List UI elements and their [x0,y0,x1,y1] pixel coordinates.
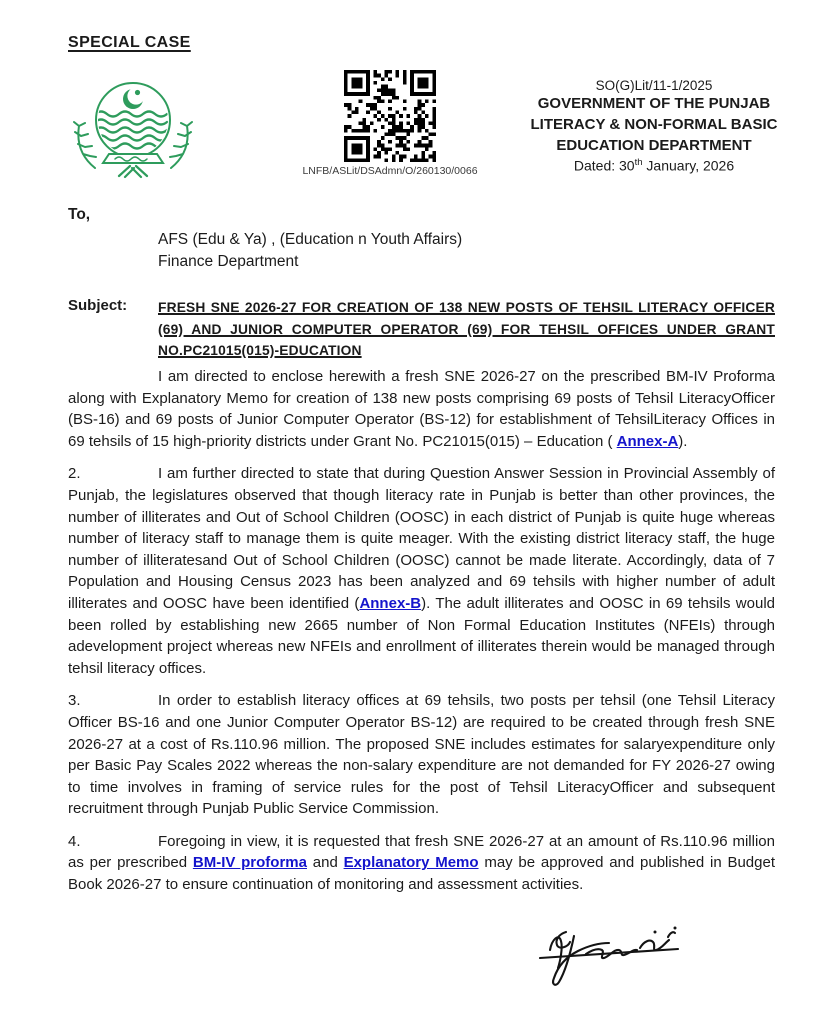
paragraph-1 [68,366,775,452]
body-text-run: ). [678,432,688,450]
paragraph-3 [68,690,775,820]
body-text-run: ). The adult illiterates and OOSC in 69 tehsils would been rolled by establishing new 2665 number of Non Formal Education Institutes (NFEIs) through adevelopment project whereas new NFEIs and enrollment of illiterates therein would be managed through tehsil literacy offices. [68,594,775,677]
department-name-line3: EDUCATION DEPARTMENT [556,137,752,154]
paragraph-2 [68,463,775,679]
annex-a-link[interactable]: Annex-A [616,432,679,450]
qr-block [298,70,482,177]
body-text-run: may be approved and published in Budget Book 2026-27 to ensure continuation of monitoring and assessment activities. [68,854,775,894]
recipient-label: To, [68,206,91,223]
qr-code-icon [344,70,436,162]
department-name-line1: GOVERNMENT OF THE PUNJAB [537,95,771,112]
subject-label: Subject: [68,297,128,314]
bm-iv-proforma-link[interactable]: BM-IV proforma [192,854,307,872]
paragraph-number: 2. [68,465,81,483]
date-line: Dated: 30th January, 2026 [573,157,735,174]
body-text-run: and [306,854,344,872]
letter-body [68,366,775,907]
paragraph-number: 4. [68,832,81,850]
punjab-crest-icon [68,74,198,186]
recipient-line: AFS (Edu & Ya) , (Education n Youth Affairs) [158,231,463,248]
subject-block [68,297,775,362]
body-text-run: I am directed to enclose herewith a fresh SNE 2026-27 on the prescribed BM-IV Proforma along with Explanatory Memo for creation of 138 new posts comprising 69 posts of Tehsil LiteracyOfficer (BS-16) and 69 posts of Junior Computer Operator (BS-12) for establishment of TehsilLiteracy Offices in 69 tehsils of 15 high-priority districts under Grant No. PC21015(015) – Education ( [68,368,775,450]
handwritten-signature-icon [528,918,698,1003]
signature [528,918,698,1008]
body-text-run: Foregoing in view, it is requested that fresh SNE 2026-27 at an amount of Rs.110.96 million as per prescribed [68,832,775,872]
body-text-run: I am further directed to state that during Question Answer Session in Provincial Assembly of Punjab, the legislatures observed that though literacy rate in Punjab is better than other provinces, the number of illiterates and Out of School Children (OOSC) in each district of Punjab is quite huge whereas number of literacy staff to manage them is quite meager. With the existing district literacy staff, the huge number of illiteratesand Out of School Children (OOSC) cannot be made literate. Accordingly, data of 7 Population and Housing Census 2023 has been analyzed and 69 tehsils with higher number of adult illiterates and OOSC have been identified ( [68,465,775,612]
punjab-crest-logo [68,74,198,191]
paragraph-4 [68,831,775,896]
paragraph-number: 3. [68,692,81,710]
annex-b-link[interactable]: Annex-B [359,594,422,612]
letter-ref-number: SO(G)Lit/11-1/2025 [595,78,713,93]
recipient-line: Finance Department [158,253,299,270]
explanatory-memo-link[interactable]: Explanatory Memo [343,854,479,872]
special-case-heading: SPECIAL CASE [68,34,191,51]
letterhead [482,78,826,174]
recipient-block [68,206,775,273]
subject-text: FRESH SNE 2026-27 FOR CREATION OF 138 NEW POSTS OF TEHSIL LITERACY OFFICER (69) AND JUNIOR COMPUTER OPERATOR (69) FOR TEHSIL OFFICES UNDER GRANT NO.PC21015(015)-EDUCATION [158,300,775,358]
department-name-line2: LITERACY & NON-FORMAL BASIC [530,116,778,133]
qr-caption: LNFB/ASLit/DSAdmn/O/260130/0066 [302,165,478,177]
body-text-run: In order to establish literacy offices at 69 tehsils, two posts per tehsil (one Tehsil Literacy Officer BS-16 and one Junior Computer Operator BS-12) are required to be created through fresh SNE 2026-27 at a cost of Rs.110.96 million. The proposed SNE includes estimates for salaryexpenditure only per Basic Pay Scales 2022 whereas the non-salary expenditure are not demanded for FY 2026-27 owing to time involves in framing of service rules for the post of Tehsil LiteracyOfficer and subsequent recruitment through Punjab Public Service Commission. [68,692,775,818]
